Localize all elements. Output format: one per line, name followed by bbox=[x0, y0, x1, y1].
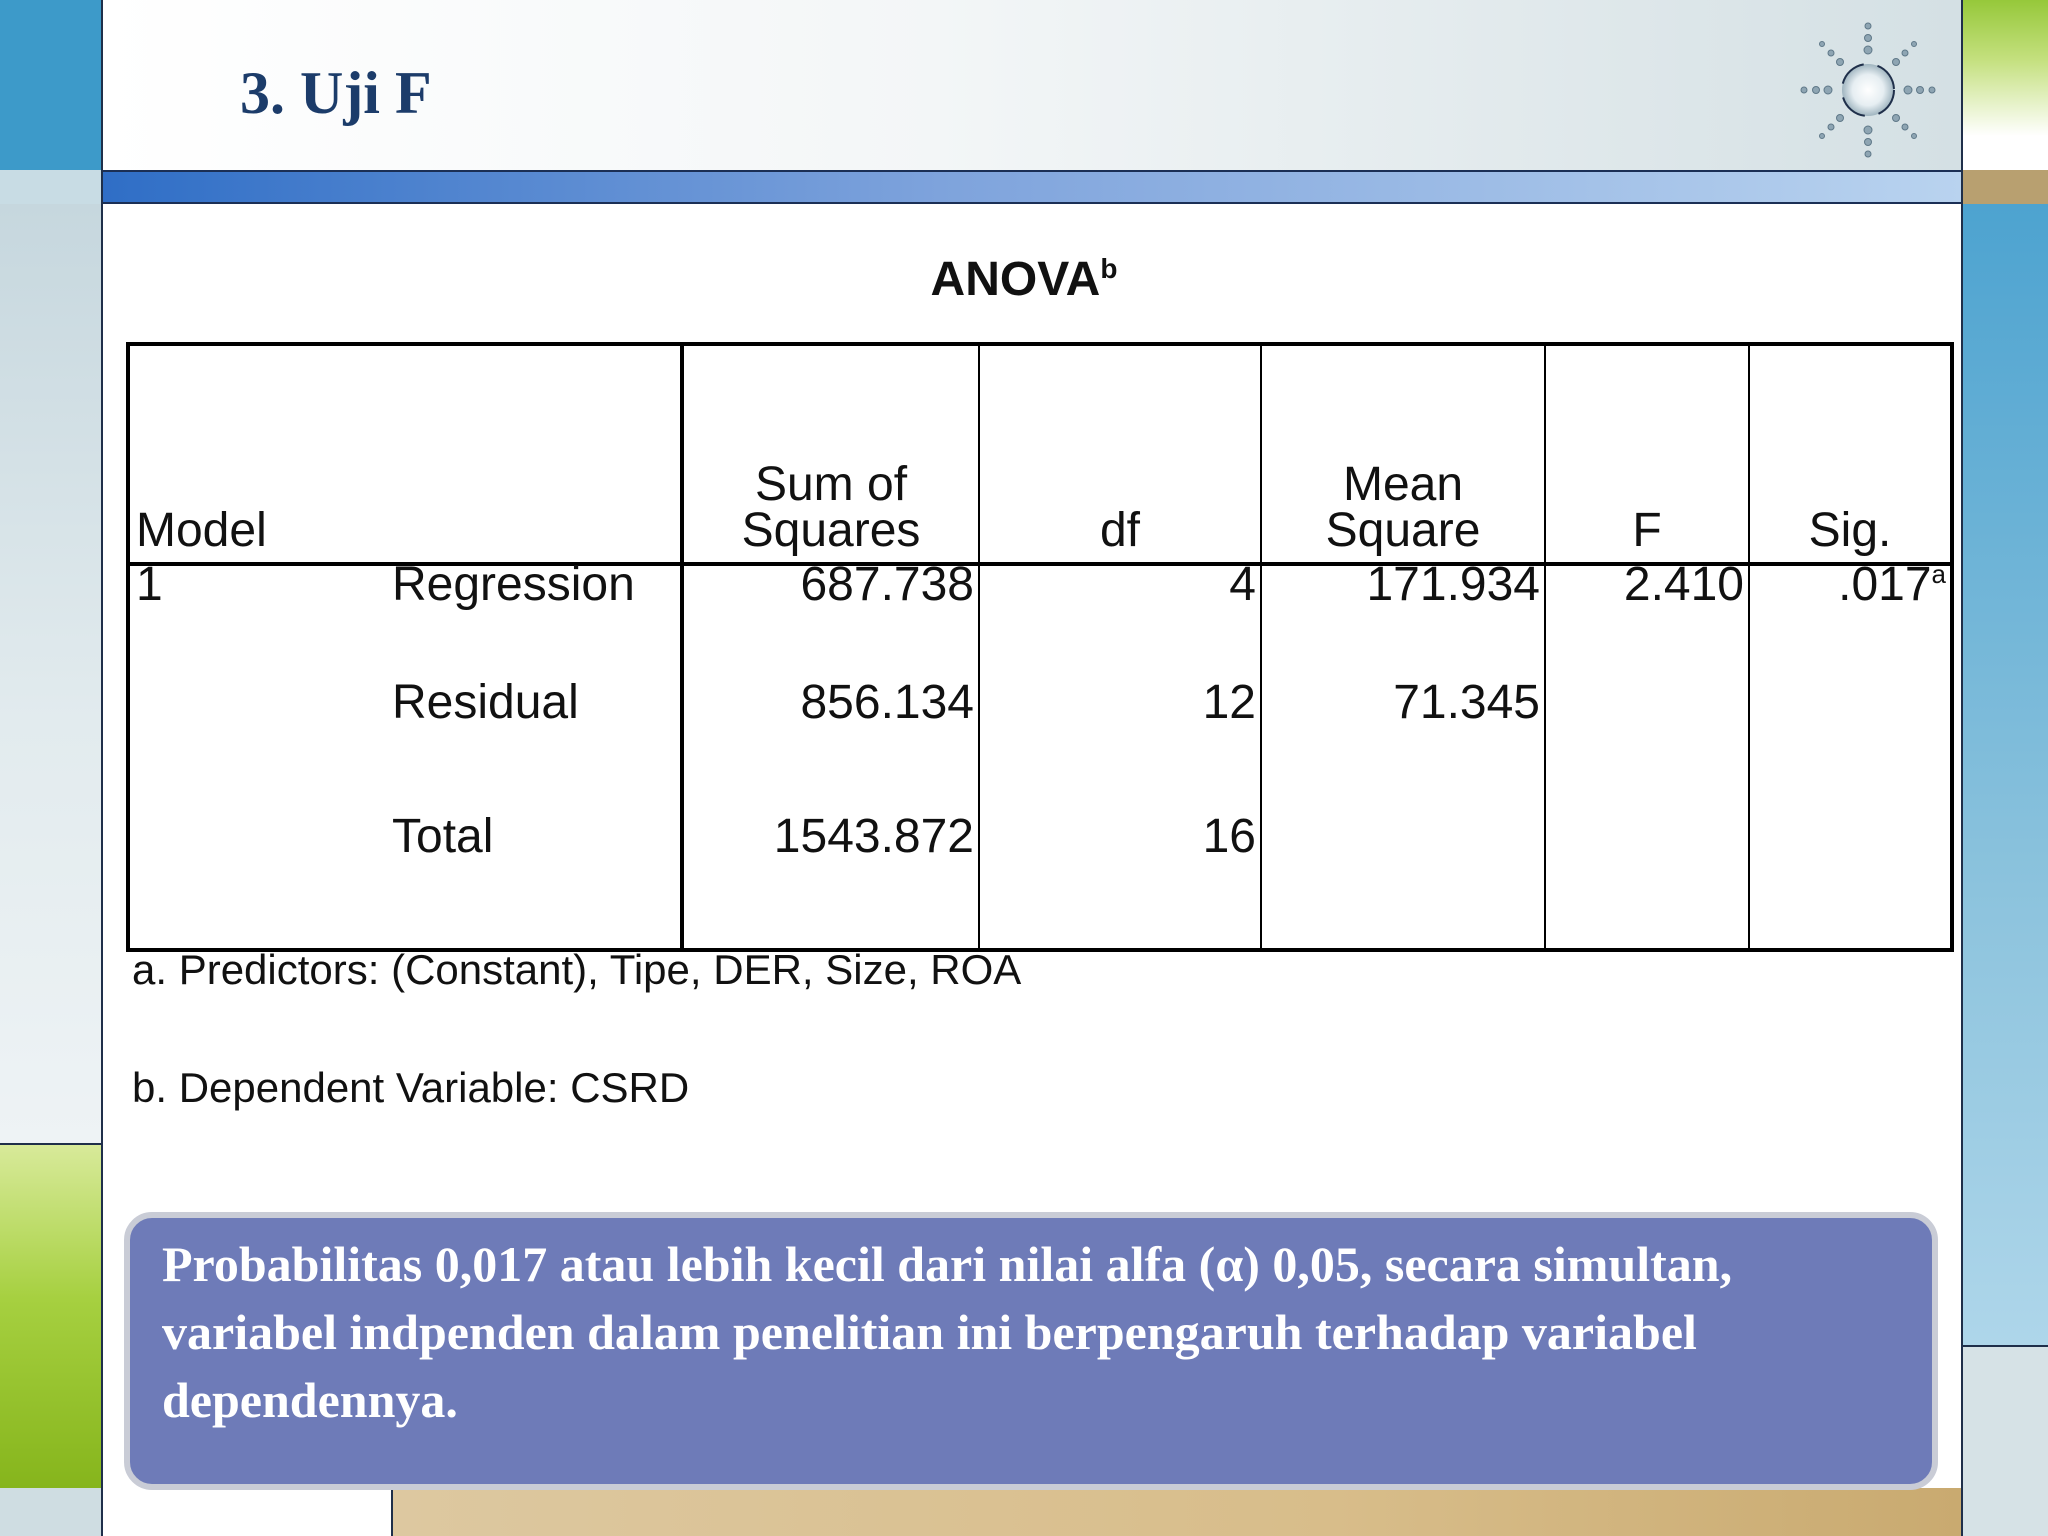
row-residual-mean-square: 71.345 bbox=[1393, 676, 1540, 729]
left-accent-top bbox=[0, 0, 102, 170]
frame-line-right-bottom bbox=[1962, 1345, 2048, 1347]
frame-line-right bbox=[1961, 0, 1963, 1536]
header-f: F bbox=[1632, 504, 1662, 557]
header-df: df bbox=[1099, 504, 1141, 557]
right-accent-tan bbox=[1962, 170, 2048, 204]
frame-line-bottom-divider bbox=[391, 1488, 393, 1536]
frame-line-left-green bbox=[0, 1143, 102, 1145]
header-mean-square-line1: Mean bbox=[1342, 458, 1464, 511]
header-sum-of-squares-line1: Sum of bbox=[754, 458, 908, 511]
row-regression-mean-square: 171.934 bbox=[1366, 558, 1540, 611]
table-divider-f bbox=[1748, 346, 1750, 948]
right-accent-bottom bbox=[1962, 1346, 2048, 1536]
bottom-left-strip bbox=[102, 1488, 392, 1536]
header-model: Model bbox=[136, 504, 267, 557]
header-mean-square-line2: Square bbox=[1325, 504, 1481, 557]
left-accent-middle bbox=[0, 204, 102, 1144]
header-sig: Sig. bbox=[1808, 504, 1892, 557]
header-sum-of-squares-line2: Squares bbox=[741, 504, 921, 557]
row-total-df: 16 bbox=[1202, 810, 1256, 863]
anova-title-superscript: b bbox=[1100, 253, 1118, 284]
conclusion-box bbox=[124, 1212, 1938, 1490]
anova-table bbox=[126, 342, 1954, 952]
table-divider-df bbox=[1260, 346, 1262, 948]
row-regression-sum-of-squares: 687.738 bbox=[800, 558, 974, 611]
header-gradient-bar bbox=[102, 170, 1962, 204]
row-regression-sig-superscript: a bbox=[1931, 559, 1946, 589]
anova-title-text: ANOVA bbox=[930, 253, 1101, 306]
footnote-predictors: a. Predictors: (Constant), Tipe, DER, Size, ROA bbox=[132, 946, 1022, 993]
row-regression-f: 2.410 bbox=[1623, 558, 1744, 611]
row-residual-sum-of-squares: 856.134 bbox=[800, 676, 974, 729]
row-regression-label: Regression bbox=[392, 558, 635, 611]
left-accent-green bbox=[0, 1144, 102, 1488]
left-accent-bottom bbox=[0, 1488, 102, 1536]
right-accent-blue bbox=[1962, 204, 2048, 1346]
table-divider-ms bbox=[1544, 346, 1546, 948]
row-total-label: Total bbox=[392, 810, 494, 863]
sun-logo-icon bbox=[1780, 8, 1950, 168]
model-number: 1 bbox=[136, 558, 163, 611]
row-total-sum-of-squares: 1543.872 bbox=[773, 810, 974, 863]
row-residual-label: Residual bbox=[392, 676, 579, 729]
right-accent-green bbox=[1962, 0, 2048, 170]
frame-line-left bbox=[101, 0, 103, 1536]
row-residual-df: 12 bbox=[1202, 676, 1256, 729]
left-accent-band bbox=[0, 170, 102, 204]
anova-title bbox=[0, 252, 2048, 307]
slide-title: 3. Uji F bbox=[240, 60, 432, 126]
row-regression-sig-value: .017 bbox=[1838, 558, 1932, 611]
footnote-dependent-variable: b. Dependent Variable: CSRD bbox=[132, 1064, 690, 1111]
row-regression-df: 4 bbox=[1229, 558, 1256, 611]
conclusion-text: Probabilitas 0,017 atau lebih kecil dari nilai alfa (α) 0,05, secara simultan, variabel indpenden dalam penelitian ini berpengaruh terhadap variabel dependennya. bbox=[162, 1236, 1733, 1428]
row-regression-sig bbox=[1750, 560, 1946, 610]
bottom-tan-strip bbox=[392, 1488, 1962, 1536]
